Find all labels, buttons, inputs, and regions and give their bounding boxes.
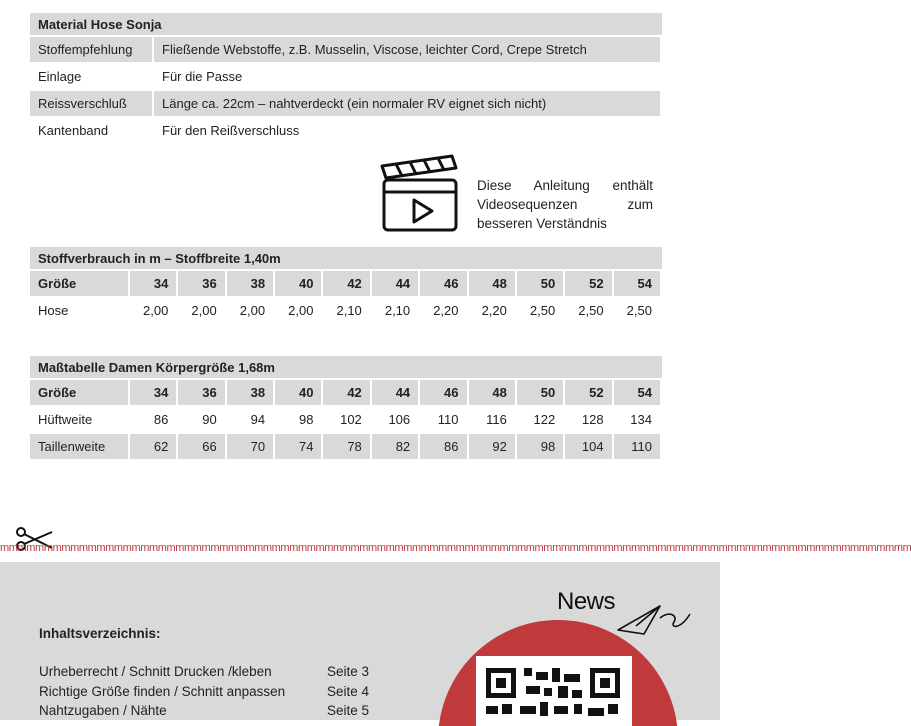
measure-value-row-cell: 98 [275,407,323,434]
fabric-size-row-cell: 46 [420,271,468,298]
fabric-size-row-cell: 36 [178,271,226,298]
fabric-table-title: Stoffverbrauch in m – Stoffbreite 1,40m [30,247,662,271]
fabric-size-row [30,271,662,298]
toc-item-page: Seite 4 [327,684,370,699]
material-label: Reissverschluß [30,91,154,118]
toc-title: Inhaltsverzeichnis: [39,626,161,641]
fabric-value-row-cell: 2,50 [614,298,662,325]
fabric-value-row-cell: 2,00 [130,298,178,325]
fabric-value-row-cell: 2,10 [372,298,420,325]
toc-item-page: Seite 5 [327,703,370,718]
measure-size-row-cell: 36 [178,380,226,407]
toc-item-text: Nahtzugaben / Nähte [39,703,167,718]
fabric-value-row-cell: 2,50 [517,298,565,325]
fabric-value-row-cell: 2,10 [323,298,371,325]
measure-size-row-cell: 42 [323,380,371,407]
material-table [30,13,662,145]
qr-code-icon [476,656,632,726]
video-note-text: Diese Anleitung enthält Videosequenzen zum besseren Verständnis [477,178,653,231]
measure-value-row-cell: 98 [517,434,565,461]
fabric-size-row-cell: 44 [372,271,420,298]
material-row [30,37,662,64]
fabric-value-row-cell: 2,50 [565,298,613,325]
fabric-size-row-cell: 52 [565,271,613,298]
measure-value-row [30,434,662,461]
toc-item-text: Richtige Größe finden / Schnitt anpassen [39,684,286,699]
material-label: Einlage [30,64,154,91]
measure-value-row-cell: 70 [227,434,275,461]
fabric-size-row-cell: 40 [275,271,323,298]
fabric-value-row-cell: 2,20 [469,298,517,325]
material-value: Für die Passe [154,64,662,91]
material-value: Länge ca. 22cm – nahtverdeckt (ein normaler RV eignet sich nicht) [154,91,662,118]
measure-value-row-label: Hüftweite [30,407,130,434]
measure-size-row [30,380,662,407]
measure-size-row-cell: 50 [517,380,565,407]
measure-value-row-cell: 122 [517,407,565,434]
fabric-value-row-cell: 2,20 [420,298,468,325]
toc-item-text: Urheberrecht / Schnitt Drucken /kleben [39,664,272,679]
measure-size-row-cell: 46 [420,380,468,407]
fabric-size-row-cell: 48 [469,271,517,298]
measure-size-row-cell: 44 [372,380,420,407]
measure-value-row-cell: 116 [469,407,517,434]
material-row [30,64,662,91]
measure-size-row-cell: 40 [275,380,323,407]
fabric-value-row [30,298,662,325]
measure-value-row-cell: 134 [614,407,662,434]
fabric-size-row-cell: 54 [614,271,662,298]
measure-value-row-cell: 86 [130,407,178,434]
measure-value-row-label: Taillenweite [30,434,130,461]
material-value: Fließende Webstoffe, z.B. Musselin, Viscose, leichter Cord, Crepe Stretch [154,37,662,64]
measure-value-row-cell: 86 [420,434,468,461]
paper-plane-icon [614,600,694,640]
measure-size-row-cell: 38 [227,380,275,407]
fabric-size-row-label: Größe [30,271,130,298]
measure-table-title: Maßtabelle Damen Körpergröße 1,68m [30,356,662,380]
toc-item [39,703,379,718]
measure-size-row-cell: 52 [565,380,613,407]
measure-value-row-cell: 106 [372,407,420,434]
material-row [30,118,662,145]
fabric-value-row-cell: 2,00 [178,298,226,325]
measure-value-row-cell: 78 [323,434,371,461]
measure-size-row-cell: 48 [469,380,517,407]
measure-value-row-cell: 104 [565,434,613,461]
measure-value-row-cell: 90 [178,407,226,434]
material-label: Stoffempfehlung [30,37,154,64]
measure-size-row-cell: 54 [614,380,662,407]
material-value: Für den Reißverschluss [154,118,662,145]
toc-item-page: Seite 3 [327,664,370,679]
fabric-table [30,247,662,325]
measure-size-row-label: Größe [30,380,130,407]
fabric-value-row-label: Hose [30,298,130,325]
material-row [30,91,662,118]
fabric-size-row-cell: 42 [323,271,371,298]
fabric-size-row-cell: 34 [130,271,178,298]
measure-value-row-cell: 82 [372,434,420,461]
measure-value-row-cell: 102 [323,407,371,434]
measure-value-row-cell: 74 [275,434,323,461]
measure-value-row-cell: 128 [565,407,613,434]
measure-value-row-cell: 62 [130,434,178,461]
toc-item [39,664,379,679]
cut-line: mmmmmmmmmmmmmmmmmmmmmmmmmmmmmmmmmmmmmmmmmmmmmmmmmmmmmmmmmmmmmmmmmmmmmmmmmmmmmmmmmmmmmmmmmmmmmmmmmmmmmmmm [0,542,911,554]
measure-size-row-cell: 34 [130,380,178,407]
measure-value-row [30,407,662,434]
measure-value-row-cell: 92 [469,434,517,461]
news-label: News [557,588,616,615]
fabric-value-row-cell: 2,00 [275,298,323,325]
material-label: Kantenband [30,118,154,145]
material-table-title: Material Hose Sonja [30,13,662,37]
measure-value-row-cell: 110 [614,434,662,461]
measure-value-row-cell: 94 [227,407,275,434]
fabric-size-row-cell: 38 [227,271,275,298]
measure-value-row-cell: 110 [420,407,468,434]
fabric-value-row-cell: 2,00 [227,298,275,325]
measure-table [30,356,662,461]
toc-item [39,684,379,699]
measure-value-row-cell: 66 [178,434,226,461]
fabric-size-row-cell: 50 [517,271,565,298]
